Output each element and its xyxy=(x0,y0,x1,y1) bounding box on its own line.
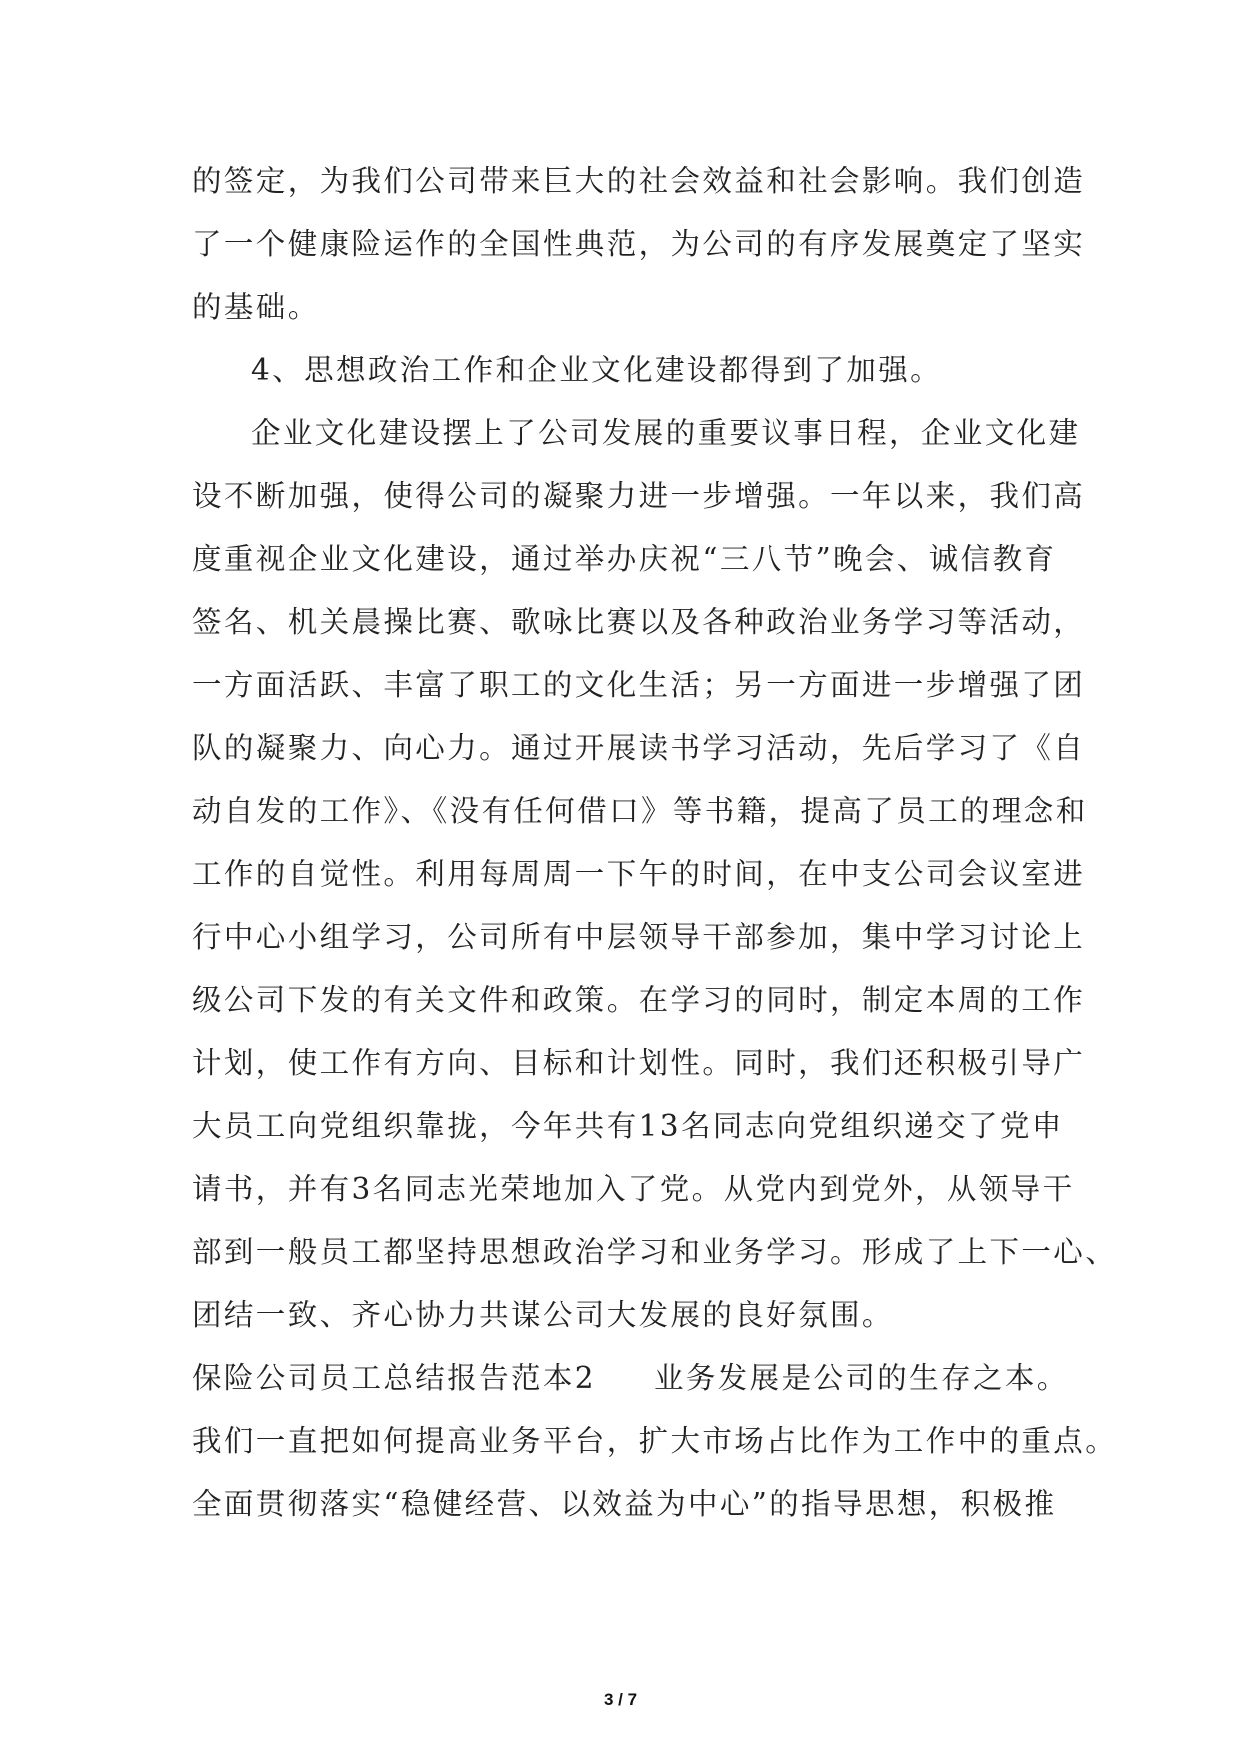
paragraph-line: 队的凝聚力、向心力。通过开展读书学习活动，先后学习了《自 xyxy=(192,731,1086,765)
paragraph-line: 全面贯彻落实“稳健经营、以效益为中心”的指导思想，积极推 xyxy=(192,1487,1057,1521)
paragraph-line: 我们一直把如何提高业务平台，扩大市场占比作为工作中的重点。 xyxy=(192,1424,1118,1458)
paragraph-line: 设不断加强，使得公司的凝聚力进一步增强。一年以来，我们高 xyxy=(192,479,1086,513)
section-heading-4: 4、思想政治工作和企业文化建设都得到了加强。 xyxy=(251,353,943,387)
section-title: 保险公司员工总结报告范本2 xyxy=(192,1361,596,1395)
paragraph-line: 请书，并有3名同志光荣地加入了党。从党内到党外，从领导干 xyxy=(192,1172,1075,1206)
paragraph-line: 了一个健康险运作的全国性典范，为公司的有序发展奠定了坚实 xyxy=(192,227,1086,261)
paragraph-line: 部到一般员工都坚持思想政治学习和业务学习。形成了上下一心、 xyxy=(192,1235,1118,1269)
paragraph-line: 动自发的工作》、《没有任何借口》等书籍，提高了员工的理念和 xyxy=(192,794,1088,828)
paragraph-line: 工作的自觉性。利用每周周一下午的时间，在中支公司会议室进 xyxy=(192,857,1086,891)
page-number: 3 / 7 xyxy=(603,1690,638,1709)
paragraph-line: 计划，使工作有方向、目标和计划性。同时，我们还积极引导广 xyxy=(192,1046,1086,1080)
section-first-line: 业务发展是公司的生存之本。 xyxy=(653,1361,1069,1395)
paragraph-line: 的基础。 xyxy=(192,290,320,324)
paragraph-line: 级公司下发的有关文件和政策。在学习的同时，制定本周的工作 xyxy=(192,983,1086,1017)
paragraph-line: 一方面活跃、丰富了职工的文化生活；另一方面进一步增强了团 xyxy=(192,668,1086,702)
document-body xyxy=(192,150,1118,1536)
paragraph-line: 度重视企业文化建设，通过举办庆祝“三八节”晚会、诚信教育 xyxy=(192,542,1057,576)
paragraph-line: 大员工向党组织靠拢，今年共有13名同志向党组织递交了党申 xyxy=(192,1109,1064,1143)
section-title-line xyxy=(192,1347,1069,1410)
paragraph-line: 的签定，为我们公司带来巨大的社会效益和社会影响。我们创造 xyxy=(192,164,1086,198)
paragraph-line: 团结一致、齐心协力共谋公司大发展的良好氛围。 xyxy=(192,1298,894,1332)
paragraph-line: 签名、机关晨操比赛、歌咏比赛以及各种政治业务学习等活动， xyxy=(192,605,1086,639)
paragraph-line: 企业文化建设摆上了公司发展的重要议事日程，企业文化建 xyxy=(251,416,1081,450)
paragraph-line: 行中心小组学习，公司所有中层领导干部参加，集中学习讨论上 xyxy=(192,920,1086,954)
